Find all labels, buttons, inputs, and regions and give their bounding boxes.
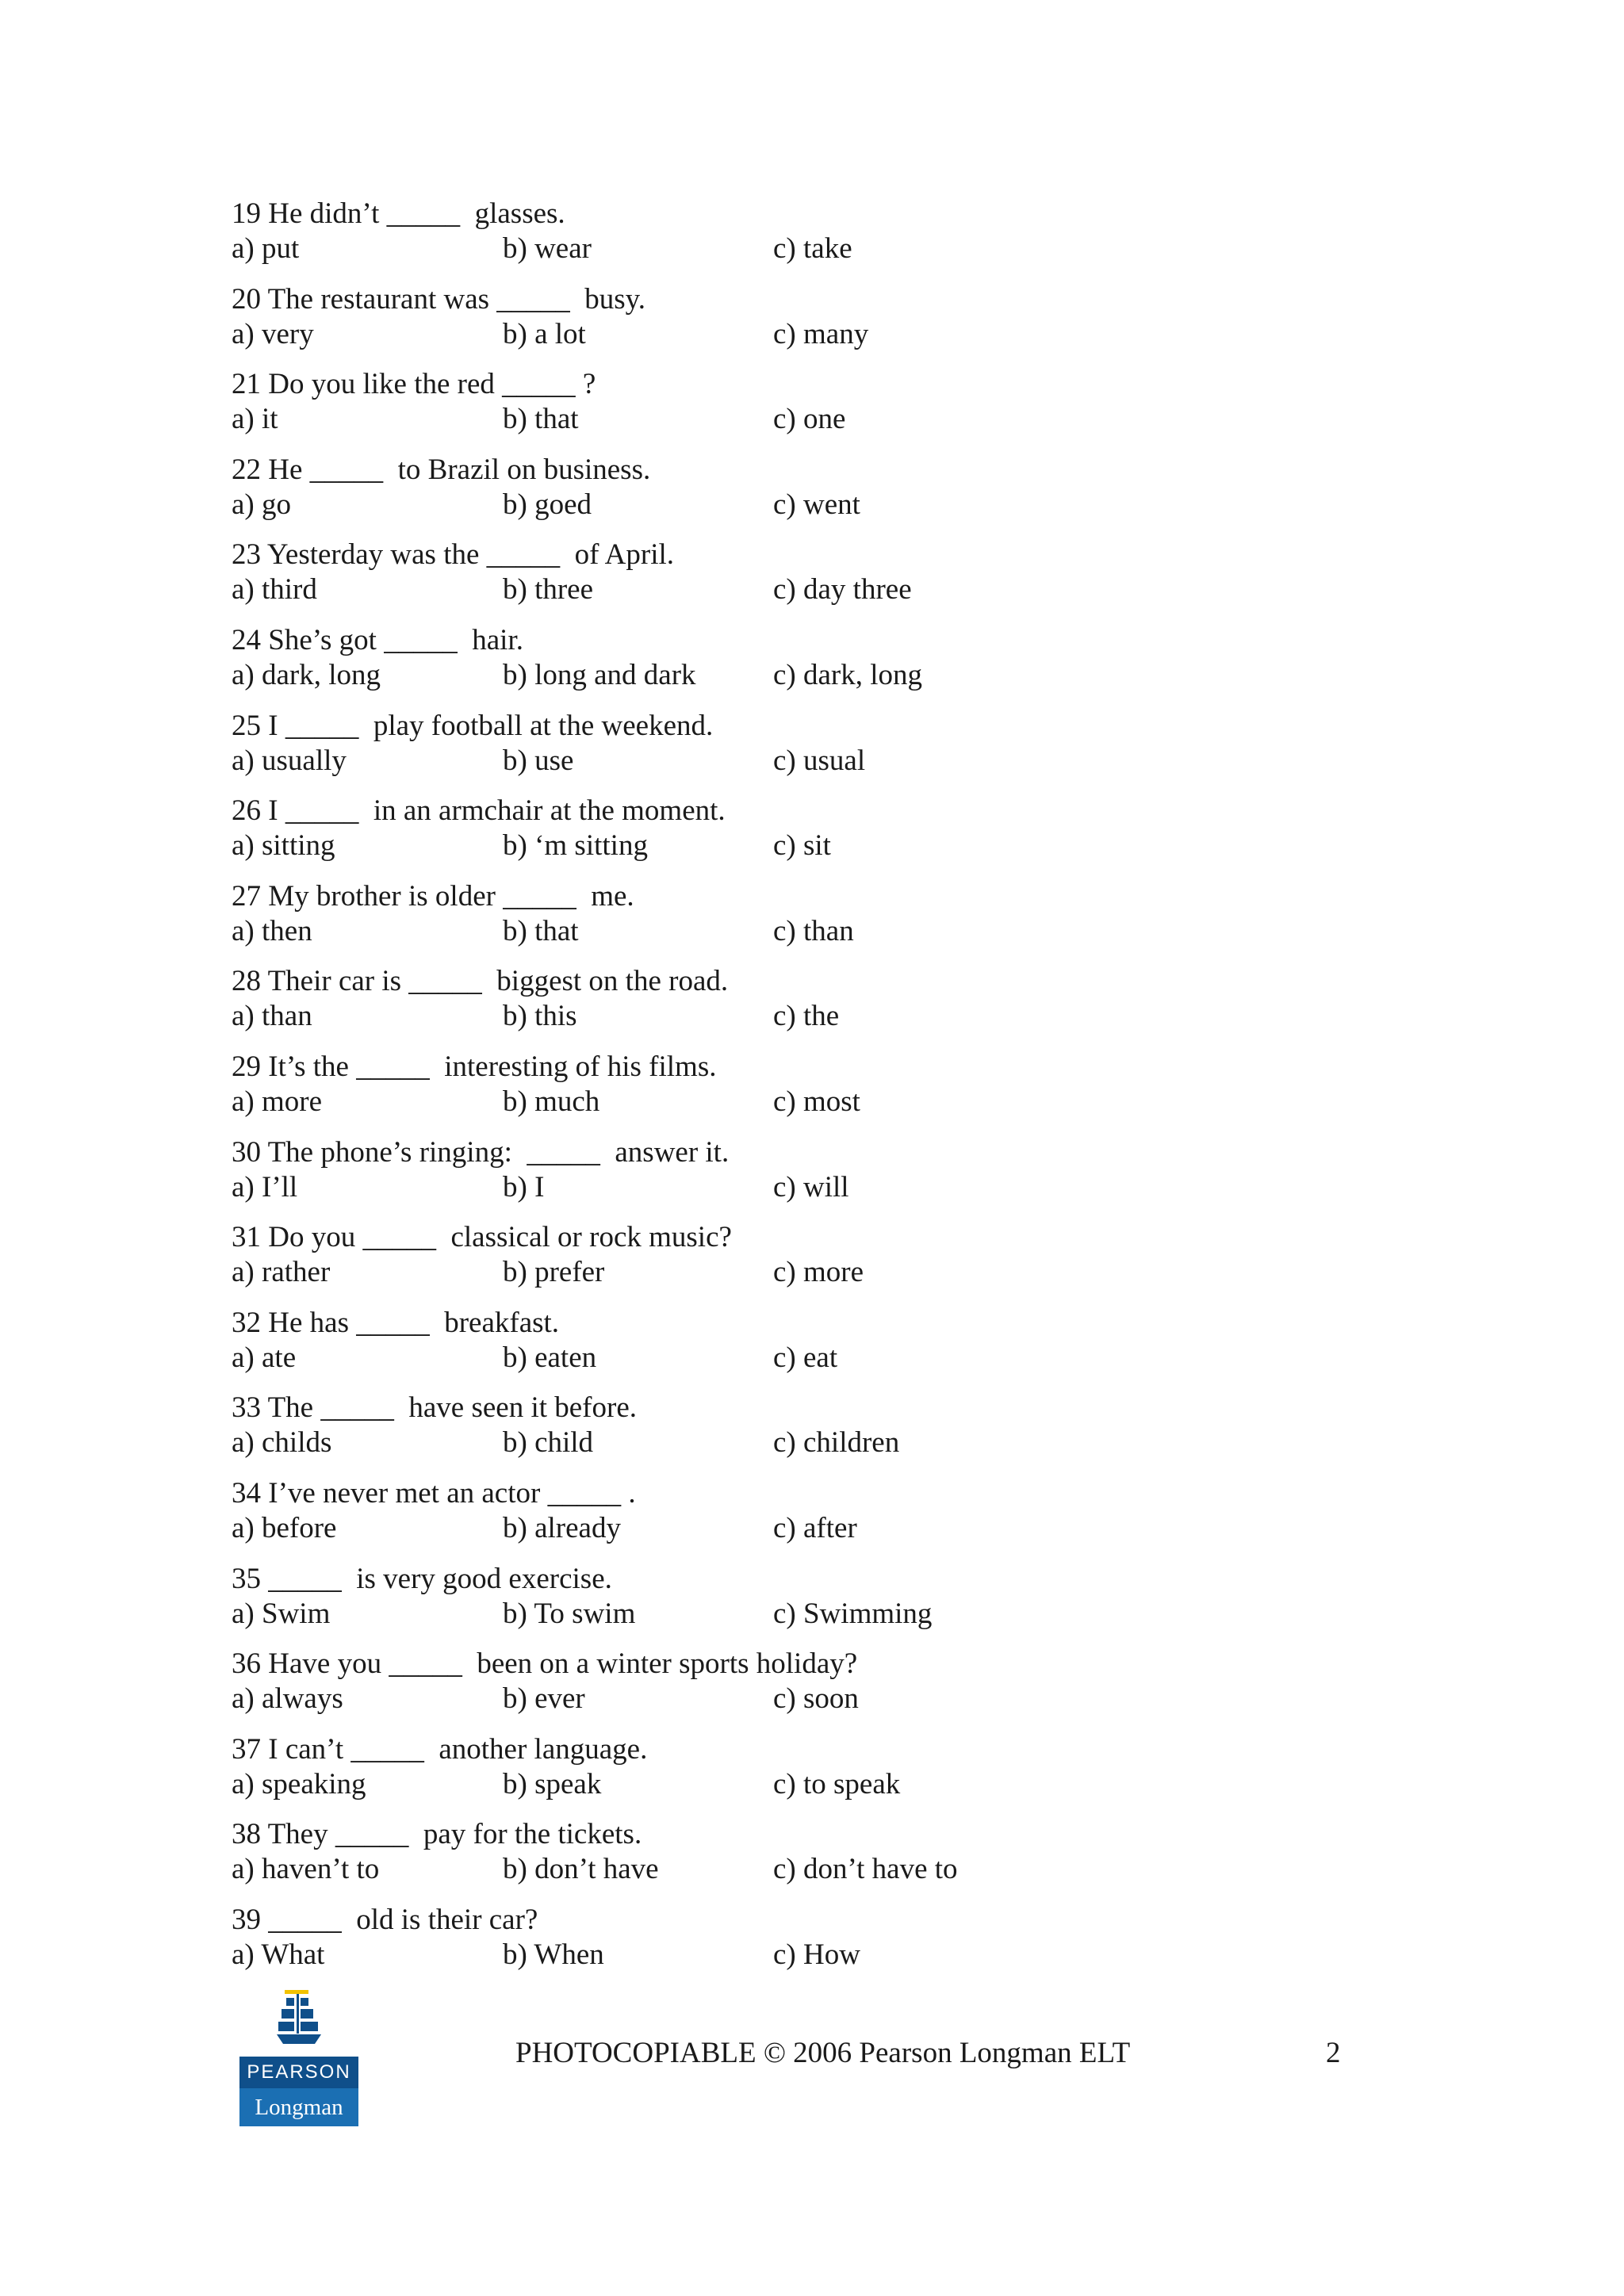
question-stem: 31 Do you _____ classical or rock music? bbox=[232, 1221, 732, 1254]
option-c: c) to speak bbox=[773, 1767, 901, 1800]
option-c: c) many bbox=[773, 317, 869, 350]
option-c: c) How bbox=[773, 1938, 860, 1971]
option-c: c) after bbox=[773, 1511, 857, 1544]
question-stem: 20 The restaurant was _____ busy. bbox=[232, 282, 646, 316]
option-b: b) long and dark bbox=[503, 658, 696, 691]
option-c: c) the bbox=[773, 1000, 840, 1033]
logo-pearson-text: PEARSON bbox=[239, 2057, 358, 2088]
option-a: a) then bbox=[232, 914, 312, 947]
question-stem: 36 Have you _____ been on a winter sports holiday? bbox=[232, 1647, 858, 1681]
option-c: c) dark, long bbox=[773, 658, 923, 691]
option-b: b) ‘m sitting bbox=[503, 829, 648, 863]
option-c: c) don’t have to bbox=[773, 1853, 958, 1886]
question-19 bbox=[232, 197, 1421, 282]
option-a: a) childs bbox=[232, 1426, 332, 1460]
option-a: a) I’ll bbox=[232, 1170, 298, 1203]
option-b: b) ever bbox=[503, 1682, 585, 1716]
option-b: b) that bbox=[503, 914, 579, 947]
question-stem: 38 They _____ pay for the tickets. bbox=[232, 1818, 642, 1851]
question-stem: 22 He _____ to Brazil on business. bbox=[232, 453, 651, 486]
option-b: b) eaten bbox=[503, 1341, 597, 1374]
option-c: c) one bbox=[773, 403, 846, 436]
question-stem: 26 I _____ in an armchair at the moment. bbox=[232, 794, 726, 828]
question-37 bbox=[232, 1732, 1421, 1818]
option-a: a) Swim bbox=[232, 1597, 331, 1630]
option-c: c) more bbox=[773, 1256, 864, 1289]
logo-longman-text: Longman bbox=[255, 2095, 343, 2120]
question-35 bbox=[232, 1562, 1421, 1647]
question-28 bbox=[232, 964, 1421, 1050]
question-stem: 29 It’s the _____ interesting of his films. bbox=[232, 1050, 717, 1083]
option-a: a) rather bbox=[232, 1256, 331, 1289]
question-stem: 32 He has _____ breakfast. bbox=[232, 1306, 560, 1339]
option-a: a) before bbox=[232, 1511, 337, 1544]
question-stem: 19 He didn’t _____ glasses. bbox=[232, 197, 565, 230]
question-list bbox=[232, 197, 1421, 1988]
question-27 bbox=[232, 879, 1421, 965]
question-21 bbox=[232, 367, 1421, 453]
question-20 bbox=[232, 282, 1421, 368]
question-stem: 28 Their car is _____ biggest on the road. bbox=[232, 965, 729, 998]
option-a: a) than bbox=[232, 1000, 312, 1033]
option-b: b) child bbox=[503, 1426, 594, 1460]
option-c: c) day three bbox=[773, 573, 912, 607]
option-b: b) three bbox=[503, 573, 594, 607]
option-b: b) this bbox=[503, 1000, 577, 1033]
option-b: b) When bbox=[503, 1938, 604, 1971]
option-a: a) very bbox=[232, 317, 314, 350]
option-c: c) usual bbox=[773, 744, 866, 777]
question-stem: 37 I can’t _____ another language. bbox=[232, 1732, 648, 1766]
question-31 bbox=[232, 1220, 1421, 1306]
question-stem: 25 I _____ play football at the weekend. bbox=[232, 709, 714, 742]
question-stem: 39 _____ old is their car? bbox=[232, 1903, 538, 1936]
option-b: b) prefer bbox=[503, 1256, 605, 1289]
question-stem: 27 My brother is older _____ me. bbox=[232, 879, 634, 913]
option-a: a) haven’t to bbox=[232, 1853, 380, 1886]
option-a: a) more bbox=[232, 1085, 323, 1118]
option-c: c) children bbox=[773, 1426, 900, 1460]
question-stem: 34 I’ve never met an actor _____ . bbox=[232, 1476, 636, 1510]
option-a: a) speaking bbox=[232, 1767, 366, 1800]
question-stem: 24 She’s got _____ hair. bbox=[232, 623, 523, 656]
option-b: b) much bbox=[503, 1085, 600, 1118]
option-b: b) a lot bbox=[503, 317, 586, 350]
option-c: c) eat bbox=[773, 1341, 838, 1374]
question-24 bbox=[232, 623, 1421, 709]
question-stem: 35 _____ is very good exercise. bbox=[232, 1562, 612, 1595]
option-b: b) that bbox=[503, 403, 579, 436]
option-b: b) I bbox=[503, 1170, 545, 1203]
option-a: a) it bbox=[232, 403, 278, 436]
question-39 bbox=[232, 1903, 1421, 1988]
option-c: c) soon bbox=[773, 1682, 859, 1716]
question-25 bbox=[232, 709, 1421, 794]
ship-icon bbox=[275, 1990, 323, 2045]
option-c: c) than bbox=[773, 914, 854, 947]
option-b: b) don’t have bbox=[503, 1853, 659, 1886]
option-b: b) goed bbox=[503, 488, 592, 521]
option-c: c) will bbox=[773, 1170, 849, 1203]
option-c: c) went bbox=[773, 488, 860, 521]
option-a: a) sitting bbox=[232, 829, 335, 863]
option-c: c) most bbox=[773, 1085, 860, 1118]
question-36 bbox=[232, 1647, 1421, 1732]
option-a: a) go bbox=[232, 488, 291, 521]
option-b: b) speak bbox=[503, 1767, 602, 1800]
question-23 bbox=[232, 538, 1421, 623]
question-29 bbox=[232, 1050, 1421, 1135]
question-38 bbox=[232, 1817, 1421, 1903]
question-30 bbox=[232, 1135, 1421, 1221]
question-33 bbox=[232, 1391, 1421, 1476]
option-b: b) wear bbox=[503, 232, 592, 265]
question-34 bbox=[232, 1476, 1421, 1562]
option-c: c) Swimming bbox=[773, 1597, 933, 1630]
copyright-footer: PHOTOCOPIABLE © 2006 Pearson Longman ELT bbox=[515, 2037, 1131, 2069]
option-a: a) always bbox=[232, 1682, 343, 1716]
option-a: a) third bbox=[232, 573, 317, 607]
option-a: a) put bbox=[232, 232, 300, 265]
question-26 bbox=[232, 794, 1421, 879]
question-stem: 23 Yesterday was the _____ of April. bbox=[232, 538, 675, 572]
question-stem: 33 The _____ have seen it before. bbox=[232, 1391, 637, 1425]
question-stem: 21 Do you like the red _____ ? bbox=[232, 368, 596, 401]
option-c: c) take bbox=[773, 232, 852, 265]
pearson-longman-logo bbox=[239, 1990, 358, 2126]
option-b: b) To swim bbox=[503, 1597, 636, 1630]
option-b: b) use bbox=[503, 744, 574, 777]
page-number: 2 bbox=[1326, 2037, 1341, 2069]
option-c: c) sit bbox=[773, 829, 831, 863]
option-a: a) What bbox=[232, 1938, 325, 1971]
option-b: b) already bbox=[503, 1511, 621, 1544]
question-stem: 30 The phone’s ringing: _____ answer it. bbox=[232, 1135, 730, 1169]
question-32 bbox=[232, 1306, 1421, 1391]
answer-options bbox=[232, 1938, 1421, 2112]
option-a: a) dark, long bbox=[232, 658, 381, 691]
option-a: a) ate bbox=[232, 1341, 297, 1374]
question-22 bbox=[232, 453, 1421, 538]
option-a: a) usually bbox=[232, 744, 347, 777]
